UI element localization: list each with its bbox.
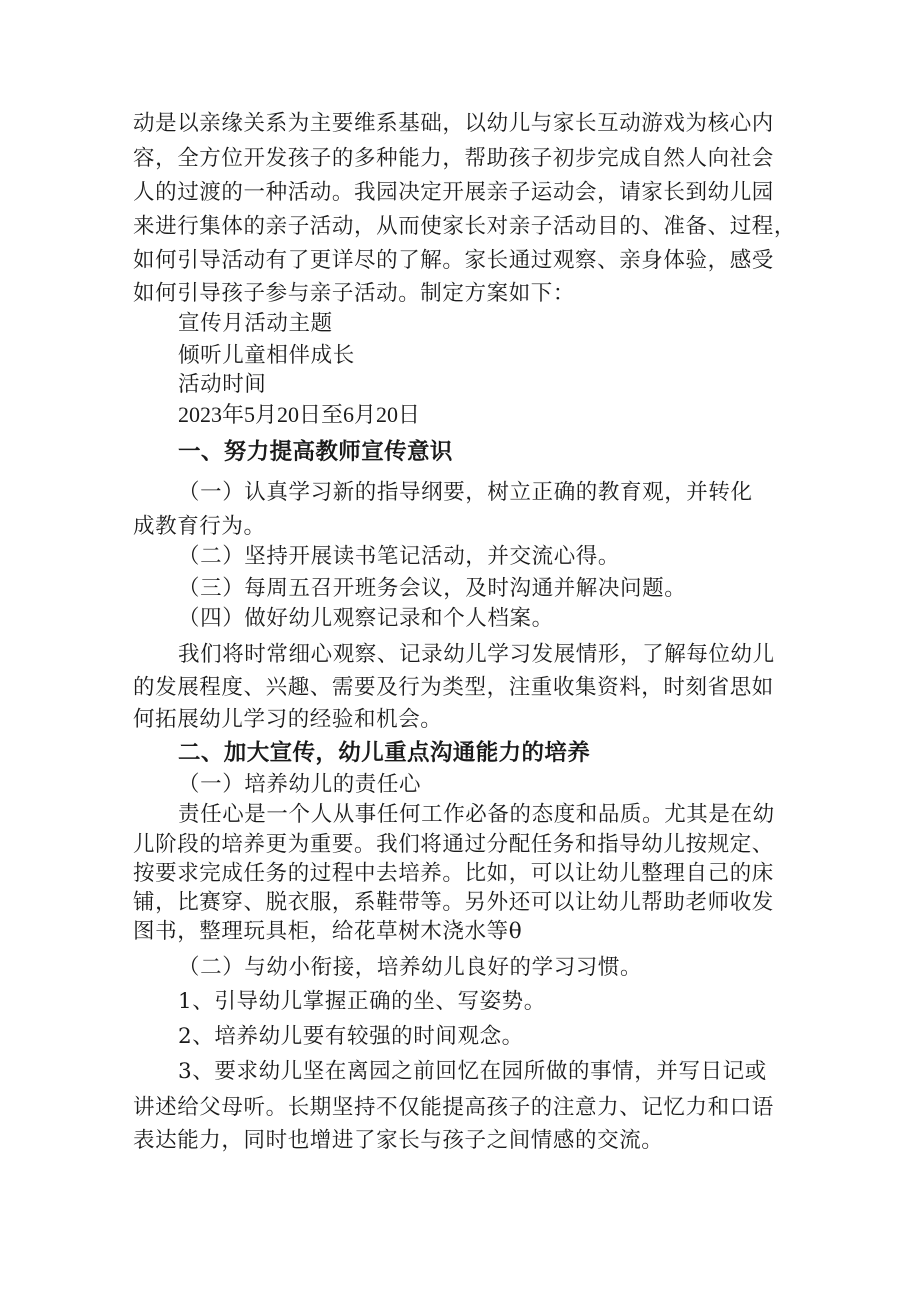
section1-item-1-cont: 成教育行为。 [133,514,266,539]
intro-line: 容，全方位开发孩子的多种能力，帮助孩子初步完成自然人向社会 [133,146,774,171]
theme-value: 倾听儿童相伴成长 [178,343,355,368]
section2-sub-1-line: 按要求完成任务的过程中去培养。比如，可以让幼儿整理自己的床 [133,861,774,886]
intro-line: 如何引导活动有了更详尽的了解。家长通过观察、亲身体验，感受 [133,248,774,273]
intro-line: 动是以亲缘关系为主要维系基础，以幼儿与家长互动游戏为核心内 [133,111,774,136]
intro-line: 来进行集体的亲子活动，从而使家长对亲子活动目的、准备、过程， [133,214,797,239]
section2-point-3-cont: 表达能力，同时也增进了家长与孩子之间情感的交流。 [133,1128,664,1153]
section-heading-2: 二、加大宣传，幼儿重点沟通能力的培养 [178,740,591,766]
intro-line: 如何引导孩子参与亲子活动。制定方案如下： [133,281,576,306]
section2-point-1: 1、引导幼儿掌握正确的坐、写姿势。 [178,989,546,1014]
section1-paragraph-line: 何拓展幼儿学习的经验和机会。 [133,707,443,732]
section2-point-3: 3、要求幼儿坚在离园之前回忆在园所做的事情，并写日记或 [178,1059,767,1084]
section2-sub-1-line: 责任心是一个人从事任何工作必备的态度和品质。尤其是在幼 [178,802,775,827]
section1-item-1: （一）认真学习新的指导纲要，树立正确的教育观，并转化 [178,480,753,505]
section2-sub-1-line: 儿阶段的培养更为重要。我们将通过分配任务和指导幼儿按规定、 [133,832,774,857]
section2-sub-1-title: （一）培养幼儿的责任心 [178,772,422,797]
time-label: 活动时间 [178,372,267,397]
section1-paragraph-line: 的发展程度、兴趣、需要及行为类型，注重收集资料，时刻省思如 [133,675,774,700]
time-value: 2023年5月20日至6月20日 [178,402,421,427]
section2-point-3-cont: 讲述给父母听。长期坚持不仅能提高孩子的注意力、记忆力和口语 [133,1095,774,1120]
section-heading-1: 一、努力提高教师宣传意识 [178,439,453,465]
theme-label: 宣传月活动主题 [178,311,333,336]
section2-sub-1-line: 图书，整理玩具柜，给花草树木浇水等θ [133,919,523,944]
section1-item-2: （二）坚持开展读书笔记活动，并交流心得。 [178,544,621,569]
section1-paragraph-line: 我们将时常细心观察、记录幼儿学习发展情形，了解每位幼儿 [178,642,775,667]
intro-line: 人的过渡的一种活动。我园决定开展亲子运动会，请家长到幼儿园 [133,180,774,205]
section1-item-3: （三）每周五召开班务会议，及时沟通并解决问题。 [178,576,687,601]
section1-item-4: （四）做好幼儿观察记录和个人档案。 [178,606,554,631]
section2-point-2: 2、培养幼儿要有较强的时间观念。 [178,1024,524,1049]
section2-sub-2-title: （二）与幼小衔接，培养幼儿良好的学习习惯。 [178,955,643,980]
section2-sub-1-line: 铺，比赛穿、脱衣服，系鞋带等。另外还可以让幼儿帮助老师收发 [133,890,774,915]
